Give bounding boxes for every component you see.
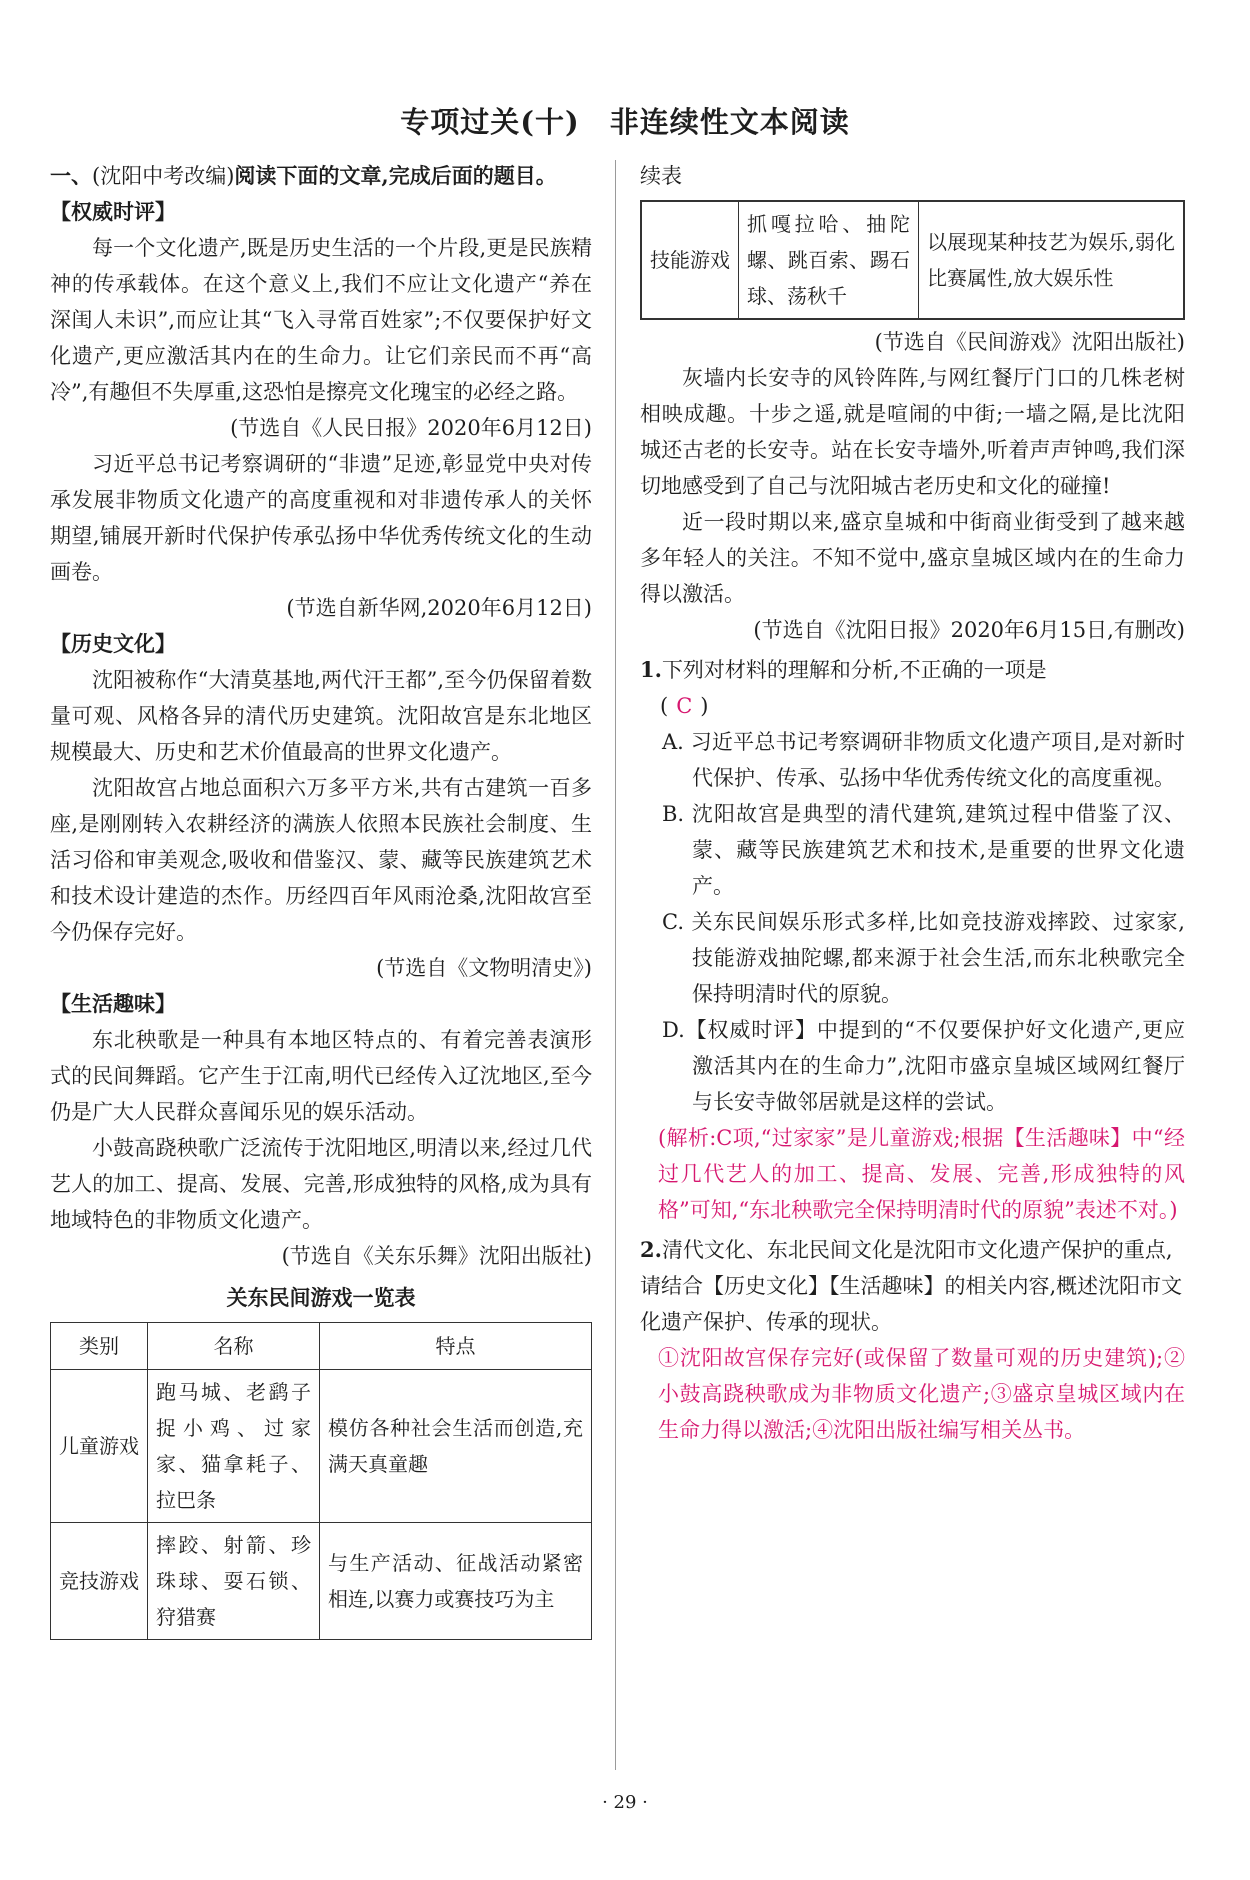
table-row <box>51 1370 592 1523</box>
section-heading-history: 【历史文化】 <box>50 631 176 656</box>
question-number: 1. <box>640 657 662 682</box>
paragraph: 习近平总书记考察调研的“非遗”足迹,彰显党中央对传承发展非物质文化遗产的高度重视和对非遗传承人的关怀期望,铺展开新时代保护传承弘扬中华优秀传统文化的生动画卷。 <box>50 452 592 584</box>
table-cell-names: 抓嘎拉哈、抽陀螺、跳百索、踢石球、荡秋千 <box>739 201 919 319</box>
table-header-cell: 类别 <box>51 1323 148 1370</box>
table-cell-category: 儿童游戏 <box>51 1370 148 1523</box>
source-citation: (节选自《民间游戏》沈阳出版社) <box>874 330 1185 354</box>
table-cell-category: 竞技游戏 <box>51 1523 148 1640</box>
table-cell-category: 技能游戏 <box>641 201 739 319</box>
question-text: 清代文化、东北民间文化是沈阳市文化遗产保护的重点,请结合【历史文化】【生活趣味】的相关内容,概述沈阳市文化遗产保护、传承的现状。 <box>640 1238 1183 1334</box>
column-divider <box>615 160 616 1770</box>
option-a: A. 习近平总书记考察调研非物质文化遗产项目,是对新时代保护、传承、弘扬中华优秀传统文化的高度重视。 <box>662 730 1185 790</box>
source-citation: (节选自新华网,2020年6月12日) <box>286 596 592 620</box>
paragraph: 每一个文化遗产,既是历史生活的一个片段,更是民族精神的传承载体。在这个意义上,我们不应让文化遗产“养在深闺人未识”,而应让其“飞入寻常百姓家”;不仅要保护好文化遗产,更应激活其内在的生命力。让它们亲民而不再“高冷”,有趣但不失厚重,这恐怕是擦亮文化瑰宝的必经之路。 <box>50 236 592 404</box>
table-cell-names: 摔跤、射箭、珍珠球、耍石锁、狩猎赛 <box>148 1523 320 1640</box>
table-cell-features: 以展现某种技艺为娱乐,弱化比赛属性,放大娱乐性 <box>919 201 1185 319</box>
table-header-row <box>51 1323 592 1370</box>
question-2 <box>640 1232 1185 1340</box>
page-number: · 29 · <box>602 1792 648 1813</box>
answer-bracket <box>640 688 1185 724</box>
section-heading-authority: 【权威时评】 <box>50 199 176 224</box>
source-citation: (节选自《人民日报》2020年6月12日) <box>230 416 592 440</box>
page-title: 专项过关(十) 非连续性文本阅读 <box>400 105 850 139</box>
source-citation: (节选自《文物明清史》) <box>376 956 592 980</box>
games-table-continued <box>640 200 1185 320</box>
paragraph: 近一段时期以来,盛京皇城和中街商业街受到了越来越多年轻人的关注。不知不觉中,盛京皇城区域内在的生命力得以激活。 <box>640 510 1185 606</box>
table-cell-features: 与生产活动、征战活动紧密相连,以赛力或赛技巧为主 <box>320 1523 592 1640</box>
table-caption: 关东民间游戏一览表 <box>226 1285 416 1310</box>
intro-text: 阅读下面的文章,完成后面的题目。 <box>234 163 557 188</box>
option-d: D.【权威时评】中提到的“不仅要保护好文化遗产,更应激活其内在的生命力”,沈阳市盛京皇城区域网红餐厅与长安寺做邻居就是这样的尝试。 <box>662 1018 1185 1114</box>
right-column <box>640 158 1185 1448</box>
answer-text: ①沈阳故宫保存完好(或保留了数量可观的历史建筑);②小鼓高跷秧歌成为非物质文化遗产;③盛京皇城区域内在生命力得以激活;④沈阳出版社编写相关丛书。 <box>658 1346 1185 1442</box>
answer-letter: C <box>676 694 693 718</box>
source-citation: (节选自《沈阳日报》2020年6月15日,有删改) <box>753 618 1185 642</box>
table-header-cell: 特点 <box>320 1323 592 1370</box>
paragraph: 东北秧歌是一种具有本地区特点的、有着完善表演形式的民间舞蹈。它产生于江南,明代已经传入辽沈地区,至今仍是广大人民群众喜闻乐见的娱乐活动。 <box>50 1028 592 1124</box>
table-cell-features: 模仿各种社会生活而创造,充满天真童趣 <box>320 1370 592 1523</box>
intro-prefix: 一、 <box>50 163 92 188</box>
paragraph: 小鼓高跷秧歌广泛流传于沈阳地区,明清以来,经过几代艺人的加工、提高、发展、完善,形成独特的风格,成为具有地域特色的非物质文化遗产。 <box>50 1136 592 1232</box>
paragraph: 沈阳被称作“大清莫基地,两代汗王都”,至今仍保留着数量可观、风格各异的清代历史建筑。沈阳故宫是东北地区规模最大、历史和艺术价值最高的世界文化遗产。 <box>50 668 592 764</box>
option-c: C. 关东民间娱乐形式多样,比如竞技游戏摔跤、过家家,技能游戏抽陀螺,都来源于社会生活,而东北秧歌完全保持明清时代的原貌。 <box>662 910 1185 1006</box>
question-number: 2. <box>640 1237 662 1262</box>
table-row <box>641 201 1184 319</box>
question-1 <box>640 652 1185 688</box>
continued-label: 续表 <box>640 164 682 188</box>
answer-analysis: (解析:C项,“过家家”是儿童游戏;根据【生活趣味】中“经过几代艺人的加工、提高、发展、完善,形成独特的风格”可知,“东北秧歌完全保持明清时代的原貌”表述不对。) <box>658 1126 1185 1222</box>
games-table <box>50 1322 592 1640</box>
paragraph: 灰墙内长安寺的风铃阵阵,与网红餐厅门口的几株老树相映成趣。十步之遥,就是喧闹的中街;一墙之隔,是比沈阳城还古老的长安寺。站在长安寺墙外,听着声声钟鸣,我们深切地感受到了自己与沈阳城古老历史和文化的碰撞! <box>640 366 1185 498</box>
intro-source: (沈阳中考改编) <box>92 164 235 188</box>
paragraph: 沈阳故宫占地总面积六万多平方米,共有古建筑一百多座,是刚刚转入农耕经济的满族人依照本民族社会制度、生活习俗和审美观念,吸收和借鉴汉、蒙、藏等民族建筑艺术和技术设计建造的杰作。历经四百年风雨沧桑,沈阳故宫至今仍保存完好。 <box>50 776 592 944</box>
source-citation: (节选自《关东乐舞》沈阳出版社) <box>281 1244 592 1268</box>
paren-close: ) <box>700 694 709 718</box>
section-heading-life: 【生活趣味】 <box>50 991 176 1016</box>
table-header-cell: 名称 <box>148 1323 320 1370</box>
left-column <box>50 158 592 1640</box>
table-row <box>51 1523 592 1640</box>
option-b: B. 沈阳故宫是典型的清代建筑,建筑过程中借鉴了汉、蒙、藏等民族建筑艺术和技术,是重要的世界文化遗产。 <box>662 802 1185 898</box>
paren-open: ( <box>660 694 669 718</box>
question-text: 下列对材料的理解和分析,不正确的一项是 <box>661 658 1047 682</box>
table-cell-names: 跑马城、老鹞子捉小鸡、过家家、猫拿耗子、拉巴条 <box>148 1370 320 1523</box>
intro-line <box>50 158 592 194</box>
